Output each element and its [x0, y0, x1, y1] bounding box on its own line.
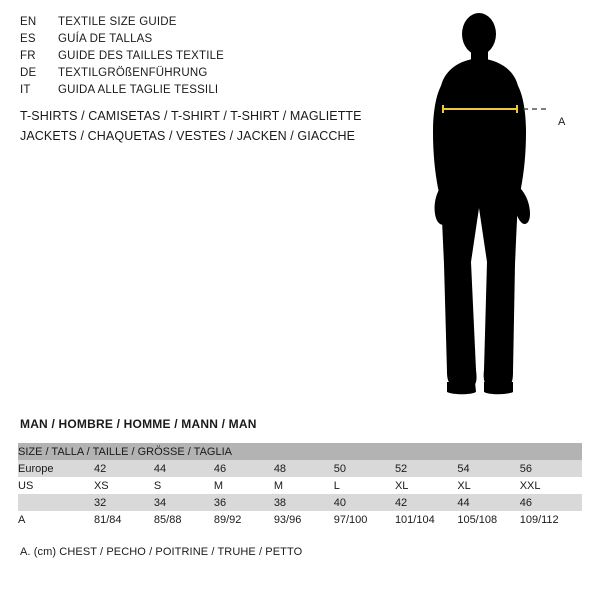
table-cell: 42	[94, 460, 154, 477]
language-code: ES	[20, 33, 36, 45]
language-text: GUIDA ALLE TAGLIE TESSILI	[58, 84, 219, 96]
table-row	[18, 494, 582, 511]
male-figure-illustration	[395, 12, 595, 402]
table-cell: 52	[395, 460, 457, 477]
table-row	[18, 511, 582, 528]
row-label	[18, 494, 94, 511]
language-row	[20, 33, 380, 50]
category-list	[20, 109, 420, 149]
table-header-row	[18, 443, 582, 460]
row-label: US	[18, 477, 94, 494]
figure-right-foot	[484, 382, 513, 394]
language-code: IT	[20, 84, 31, 96]
figure-svg	[395, 12, 595, 402]
table-cell: 97/100	[334, 511, 395, 528]
table-row	[18, 460, 582, 477]
table-cell: 93/96	[274, 511, 334, 528]
table-cell: 36	[214, 494, 274, 511]
table-cell: 54	[457, 460, 519, 477]
table-cell: XXL	[520, 477, 582, 494]
table-row	[18, 477, 582, 494]
language-row	[20, 67, 380, 84]
table-cell: 105/108	[457, 511, 519, 528]
language-code: EN	[20, 16, 37, 28]
language-text: GUIDE DES TAILLES TEXTILE	[58, 50, 225, 62]
table-cell: 32	[94, 494, 154, 511]
table-cell: XS	[94, 477, 154, 494]
footnote-chest-measure: A. (cm) CHEST / PECHO / POITRINE / TRUHE / PETTO	[20, 546, 303, 558]
table-header-label: SIZE / TALLA / TAILLE / GRÖSSE / TAGLIA	[18, 443, 582, 460]
table-cell: M	[214, 477, 274, 494]
table-cell: 56	[520, 460, 582, 477]
figure-head	[462, 13, 496, 55]
table-cell: 81/84	[94, 511, 154, 528]
table-cell: 46	[214, 460, 274, 477]
language-row	[20, 84, 380, 101]
figure-left-foot	[447, 382, 476, 394]
table-cell: 34	[154, 494, 214, 511]
table-cell: L	[334, 477, 395, 494]
row-label: Europe	[18, 460, 94, 477]
table-cell: XL	[395, 477, 457, 494]
table-cell: 48	[274, 460, 334, 477]
table-cell: 38	[274, 494, 334, 511]
table-cell: S	[154, 477, 214, 494]
row-label: A	[18, 511, 94, 528]
figure-torso	[438, 58, 522, 386]
language-header-list	[20, 16, 380, 101]
figure-left-hand	[435, 188, 452, 225]
table-cell: M	[274, 477, 334, 494]
language-row	[20, 50, 380, 67]
measure-label-a: A	[558, 116, 566, 128]
table-cell: 44	[154, 460, 214, 477]
table-cell: 46	[520, 494, 582, 511]
language-text: TEXTILGRÖßENFÜHRUNG	[58, 67, 208, 79]
table-cell: 85/88	[154, 511, 214, 528]
language-code: DE	[20, 67, 37, 79]
table-cell: 42	[395, 494, 457, 511]
language-row	[20, 16, 380, 33]
table-cell: 50	[334, 460, 395, 477]
table-cell: 89/92	[214, 511, 274, 528]
size-table	[18, 443, 582, 528]
category-line-jackets: JACKETS / CHAQUETAS / VESTES / JACKEN / GIACCHE	[20, 129, 356, 143]
language-code: FR	[20, 50, 36, 62]
table-cell: 44	[457, 494, 519, 511]
table-cell: 101/104	[395, 511, 457, 528]
table-cell: 40	[334, 494, 395, 511]
table-cell: 109/112	[520, 511, 582, 528]
table-title: MAN / HOMBRE / HOMME / MANN / MAN	[20, 417, 257, 431]
table-cell: XL	[457, 477, 519, 494]
language-text: GUÍA DE TALLAS	[58, 33, 153, 45]
category-line-tshirts: T-SHIRTS / CAMISETAS / T-SHIRT / T-SHIRT / MAGLIETTE	[20, 109, 362, 123]
language-text: TEXTILE SIZE GUIDE	[58, 16, 177, 28]
